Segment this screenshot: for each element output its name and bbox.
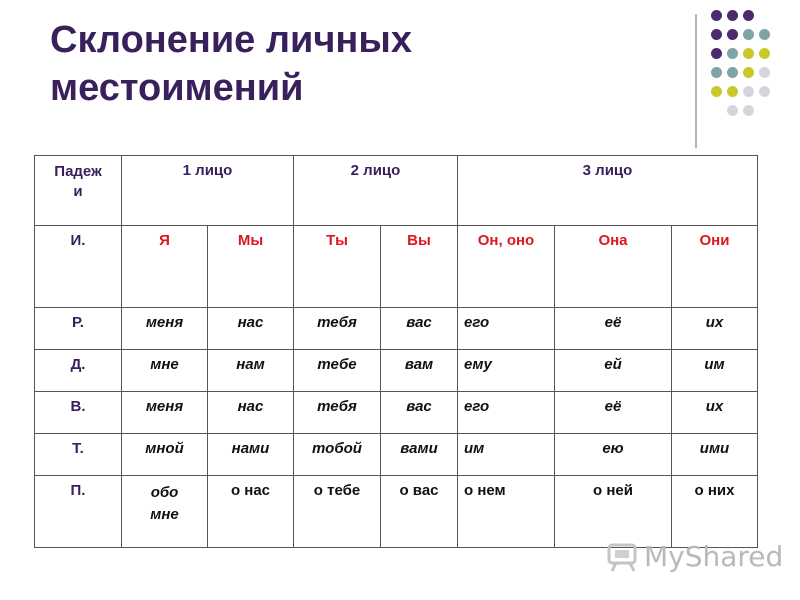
title-line-1: Склонение личных	[50, 19, 412, 61]
form-cell: вас	[381, 392, 458, 434]
form-cell: нас	[208, 392, 294, 434]
form-cell: мне	[122, 350, 208, 392]
form-cell: обо мне	[122, 476, 208, 548]
decorative-dot	[711, 48, 722, 59]
form-cell: о нем	[458, 476, 555, 548]
form-cell: тобой	[294, 434, 381, 476]
header-person-2: 2 лицо	[294, 156, 458, 226]
form-cell: Они	[672, 226, 758, 308]
decorative-dot	[727, 67, 738, 78]
form-cell: о них	[672, 476, 758, 548]
form-cell: им	[458, 434, 555, 476]
decorative-dot	[711, 86, 722, 97]
decorative-dot-grid	[711, 10, 773, 130]
form-cell: нам	[208, 350, 294, 392]
case-label: П.	[35, 476, 122, 548]
decorative-dot	[743, 105, 754, 116]
declension-table	[34, 155, 758, 548]
table-row	[35, 392, 758, 434]
decorative-dot	[727, 48, 738, 59]
decorative-dot	[743, 67, 754, 78]
decorative-dot	[727, 105, 738, 116]
form-cell: тебе	[294, 350, 381, 392]
decorative-divider	[695, 14, 697, 148]
form-cell: мной	[122, 434, 208, 476]
table-row	[35, 434, 758, 476]
watermark-text: MyShared	[644, 540, 784, 573]
form-cell: о нас	[208, 476, 294, 548]
form-cell: их	[672, 308, 758, 350]
form-cell: о вас	[381, 476, 458, 548]
form-cell: меня	[122, 392, 208, 434]
form-cell: нами	[208, 434, 294, 476]
form-cell: вас	[381, 308, 458, 350]
watermark-logo-icon	[606, 539, 640, 573]
form-cell: нас	[208, 308, 294, 350]
slide-title	[50, 16, 412, 112]
decorative-dot	[743, 10, 754, 21]
header-person-3: 3 лицо	[458, 156, 758, 226]
table-row	[35, 476, 758, 548]
decorative-dot	[743, 48, 754, 59]
table-row	[35, 226, 758, 308]
form-cell: её	[555, 392, 672, 434]
form-cell: его	[458, 308, 555, 350]
form-cell: вами	[381, 434, 458, 476]
form-cell: ею	[555, 434, 672, 476]
form-cell: Я	[122, 226, 208, 308]
title-line-2: местоимений	[50, 67, 304, 109]
case-label: Р.	[35, 308, 122, 350]
decorative-dot	[711, 29, 722, 40]
form-cell: им	[672, 350, 758, 392]
form-cell: Ты	[294, 226, 381, 308]
decorative-dot	[759, 29, 770, 40]
form-cell: ей	[555, 350, 672, 392]
form-cell: её	[555, 308, 672, 350]
decorative-dot	[711, 10, 722, 21]
form-cell: ему	[458, 350, 555, 392]
decorative-dot	[759, 48, 770, 59]
form-cell: о ней	[555, 476, 672, 548]
case-label: Д.	[35, 350, 122, 392]
decorative-dot	[743, 86, 754, 97]
table-header-row	[35, 156, 758, 226]
decorative-dot	[711, 67, 722, 78]
case-label: Т.	[35, 434, 122, 476]
form-cell: их	[672, 392, 758, 434]
decorative-dot	[759, 86, 770, 97]
form-cell: Мы	[208, 226, 294, 308]
header-person-1: 1 лицо	[122, 156, 294, 226]
case-label: И.	[35, 226, 122, 308]
decorative-dot	[727, 29, 738, 40]
form-cell: о тебе	[294, 476, 381, 548]
table-row	[35, 350, 758, 392]
form-cell: Он, оно	[458, 226, 555, 308]
decorative-dot	[759, 67, 770, 78]
form-cell: Она	[555, 226, 672, 308]
form-cell: тебя	[294, 392, 381, 434]
form-cell: тебя	[294, 308, 381, 350]
form-cell: Вы	[381, 226, 458, 308]
header-case: Падеж и	[35, 156, 122, 226]
decorative-dot	[727, 10, 738, 21]
form-cell: меня	[122, 308, 208, 350]
form-cell: ими	[672, 434, 758, 476]
form-cell: вам	[381, 350, 458, 392]
table-row	[35, 308, 758, 350]
case-label: В.	[35, 392, 122, 434]
decorative-dot	[743, 29, 754, 40]
decorative-dot	[727, 86, 738, 97]
form-cell: его	[458, 392, 555, 434]
